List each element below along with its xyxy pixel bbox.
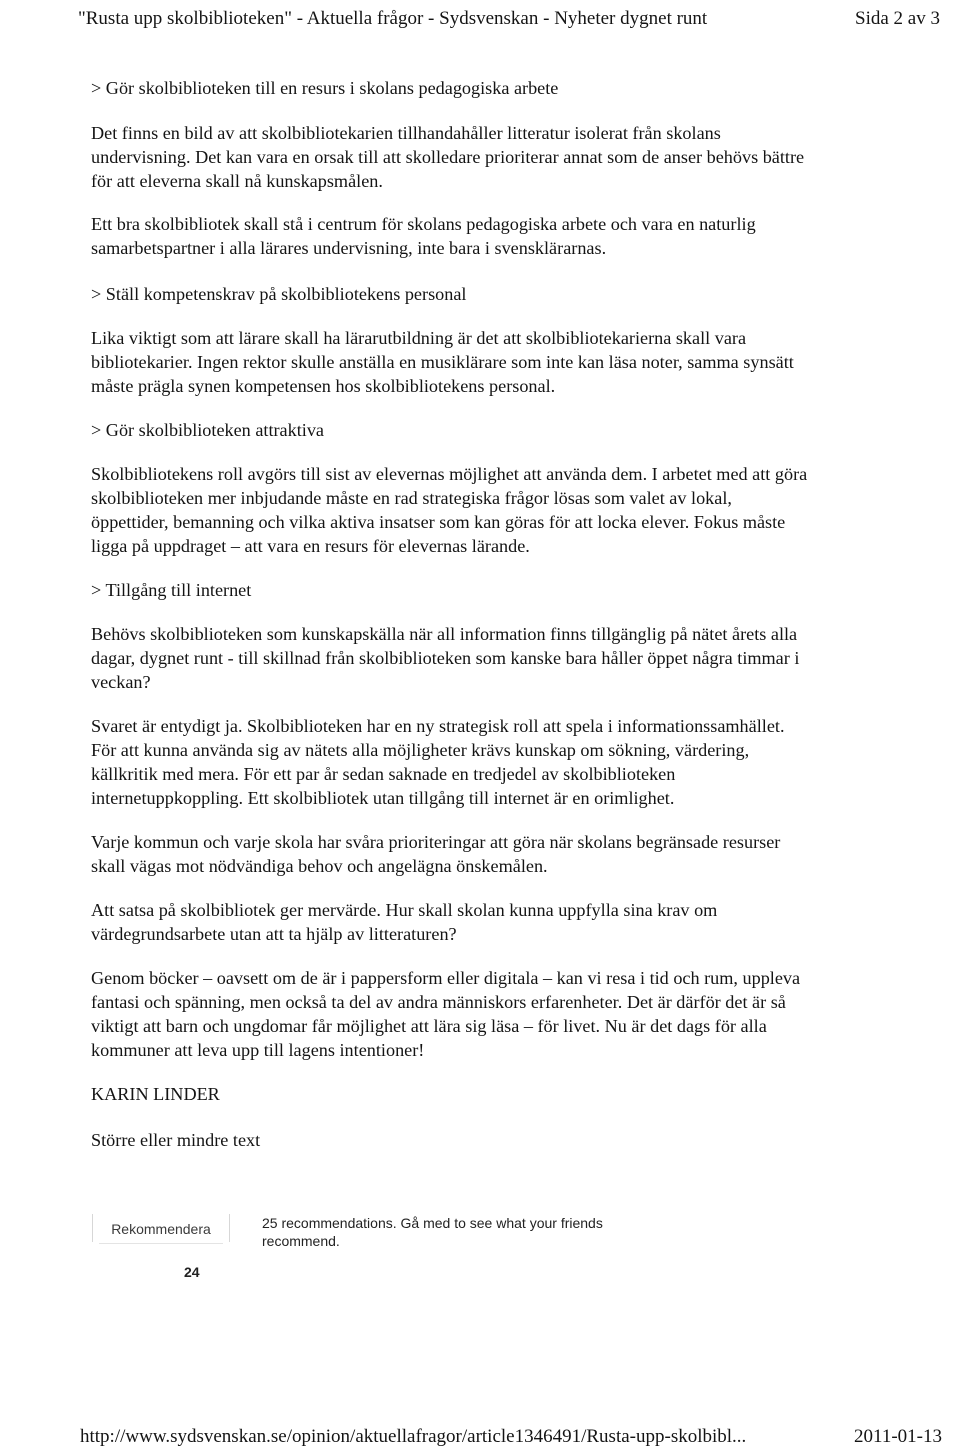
paragraph-line: viktigt att barn och ungdomar får möjlighet att lära sig läsa – för livet. Nu är det dags för alla — [91, 1016, 767, 1036]
paragraph-line: Att satsa på skolbibliotek ger mervärde. Hur skall skolan kunna uppfylla sina krav om — [91, 900, 718, 920]
paragraph-line: Det finns en bild av att skolbibliotekarien tillhandahåller litteratur isolerat från skolans — [91, 123, 721, 143]
print-footer — [80, 1424, 942, 1452]
paragraph — [91, 966, 931, 1062]
recommend-count: 24 — [184, 1264, 200, 1280]
paragraph-line: källkritik med mera. För ett par år sedan saknade en tredjedel av skolbiblioteken — [91, 764, 676, 784]
paragraph — [91, 714, 931, 810]
recommend-summary-line: recommend. — [262, 1233, 340, 1249]
paragraph — [91, 121, 931, 193]
recommend-summary-line: 25 recommendations. Gå med to see what your friends — [262, 1215, 603, 1231]
paragraph-line: ligga på uppdraget – att vara en resurs för elevernas lärande. — [91, 536, 530, 556]
paragraph-line: värdegrundsarbete utan att ta hjälp av litteraturen? — [91, 924, 457, 944]
paragraph-line: Varje kommun och varje skola har svåra prioriteringar att göra när skolans begränsade resurser — [91, 832, 781, 852]
paragraph-line: samarbetspartner i alla lärares undervisning, inte bara i svensklärarnas. — [91, 238, 607, 258]
paragraph-line: kommuner att leva upp till lagens intentioner! — [91, 1040, 425, 1060]
paragraph-line: dagar, dygnet runt - till skillnad från skolbiblioteken som kanske bara håller öppet några timmar i — [91, 648, 800, 668]
paragraph-line: Behövs skolbiblioteken som kunskapskälla när all information finns tillgänglig på nätet årets alla — [91, 624, 798, 644]
paragraph-line: För att kunna använda sig av nätets alla möjligheter krävs kunskap om sökning, värdering, — [91, 740, 750, 760]
section-heading: > Gör skolbiblioteken attraktiva — [91, 420, 325, 440]
paragraph-line: Ett bra skolbibliotek skall stå i centrum för skolans pedagogiska arbete och vara en naturlig — [91, 214, 756, 234]
section-heading: > Ställ kompetenskrav på skolbibliotekens personal — [91, 284, 467, 304]
paragraph-line: Genom böcker – oavsett om de är i pappersform eller digitala – kan vi resa i tid och rum, uppleva — [91, 968, 801, 988]
paragraph-line: Svaret är entydigt ja. Skolbiblioteken har en ny strategisk roll att spela i informationssamhället. — [91, 716, 785, 736]
paragraph — [91, 622, 931, 694]
paragraph — [91, 830, 931, 878]
print-header — [78, 4, 940, 38]
section-heading: > Tillgång till internet — [91, 580, 252, 600]
page-number: Sida 2 av 3 — [855, 8, 940, 29]
paragraph-line: veckan? — [91, 672, 151, 692]
page-url: http://www.sydsvenskan.se/opinion/aktuellafragor/article1346491/Rusta-upp-skolbibl... — [80, 1426, 747, 1447]
paragraph — [91, 212, 931, 260]
paragraph-line: för att eleverna skall nå kunskapsmålen. — [91, 171, 383, 191]
recommend-summary — [262, 1214, 652, 1250]
paragraph-line: bibliotekarier. Ingen rektor skulle anställa en musiklärare som inte kan läsa noter, samma synsätt — [91, 352, 794, 372]
section-heading: KARIN LINDER — [91, 1084, 220, 1104]
paragraph-line: skolbiblioteken mer inbjudande måste en rad strategiska frågor lösas som valet av lokal, — [91, 488, 732, 508]
paragraph-line: internetuppkoppling. Ett skolbibliotek utan tillgång till internet är en orimlighet. — [91, 788, 675, 808]
paragraph-line: fantasi och spänning, men också ta del av andra människors erfarenheter. Det är därför det är så — [91, 992, 786, 1012]
page-title: "Rusta upp skolbiblioteken" - Aktuella frågor - Sydsvenskan - Nyheter dygnet runt — [78, 8, 708, 29]
paragraph-line: måste prägla synen kompetensen hos skolbibliotekens personal. — [91, 376, 556, 396]
paragraph-line: Lika viktigt som att lärare skall ha lärarutbildning är det att skolbibliotekarierna skall vara — [91, 328, 747, 348]
paragraph-line: öppettider, bemanning och vilka aktiva insatser som kan göras för att locka elever. Fokus måste — [91, 512, 786, 532]
paragraph-line: undervisning. Det kan vara en orsak till att skolledare prioriterar annat som de anser behövs bättre — [91, 147, 805, 167]
paragraph-line: skall vägas mot nödvändiga behov och angelägna önskemålen. — [91, 856, 548, 876]
paragraph-line: Skolbibliotekens roll avgörs till sist av elevernas möjlighet att använda dem. I arbetet med att göra — [91, 464, 808, 484]
paragraph — [91, 462, 931, 558]
section-heading: > Gör skolbiblioteken till en resurs i skolans pedagogiska arbete — [91, 78, 559, 98]
print-date: 2011-01-13 — [854, 1426, 942, 1447]
paragraph — [91, 326, 931, 398]
recommend-button[interactable]: Rekommendera — [92, 1214, 230, 1242]
text-size-link[interactable]: Större eller mindre text — [91, 1130, 261, 1150]
facebook-recommend-widget — [92, 1214, 652, 1284]
paragraph — [91, 898, 931, 946]
